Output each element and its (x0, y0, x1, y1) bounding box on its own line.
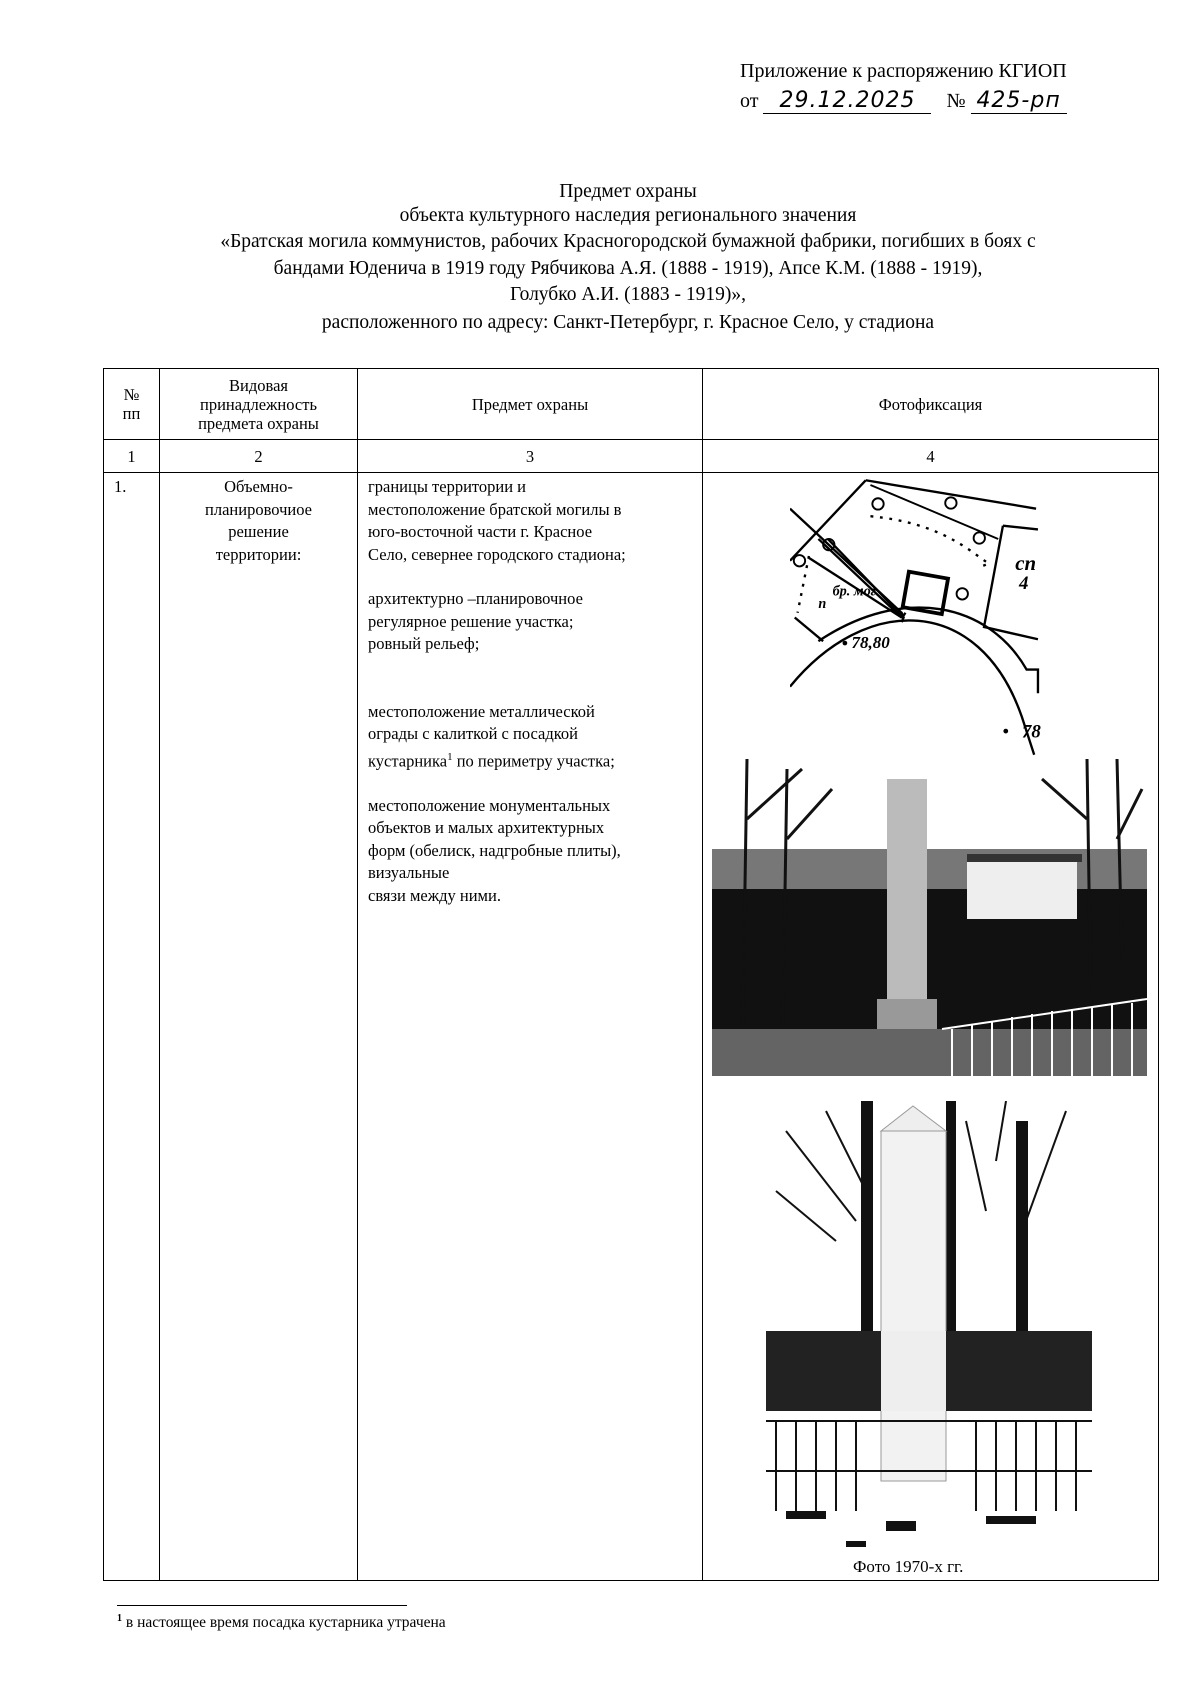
footnote-ref[interactable]: 1 (447, 750, 453, 763)
text-line: местоположение монументальных (368, 795, 611, 815)
text-line: юго-восточной части г. Красное (368, 522, 593, 541)
row-type-line: решение (228, 522, 289, 541)
title-line-1: Предмет охраны (559, 181, 697, 202)
title-line-2: объекта культурного наследия регионального значения (399, 205, 857, 226)
text-line: кустарника (368, 751, 448, 770)
row-type (160, 473, 358, 1581)
row-type-line: планировочиое (205, 499, 312, 519)
column-number: 3 (358, 440, 703, 473)
map-label-plot-number: 4 (1019, 573, 1029, 595)
title-line-5: Голубко А.И. (1883 - 1919)», (510, 284, 746, 305)
map-label-height-1: 78,80 (851, 632, 890, 652)
subject-item-layout (368, 588, 702, 656)
column-number-row (104, 440, 1159, 473)
map-label-grave: бр. мог (832, 583, 876, 600)
column-number: 1 (104, 440, 160, 473)
number-label: № (946, 90, 966, 112)
row-type-line: территории: (215, 544, 302, 564)
map-label-n: п (818, 596, 827, 613)
monument-photo-recent (712, 759, 1147, 1076)
row-subject (358, 473, 703, 1581)
text-line: ровный рельеф; (368, 634, 480, 653)
table-header-row (104, 369, 1159, 440)
footnote-text: в настоящее время посадка кустарника утрачена (125, 1614, 446, 1632)
row-type-line: Объемно- (224, 477, 293, 496)
row-number: 1. (104, 473, 160, 1581)
subject-item-boundaries (368, 476, 702, 566)
column-number: 4 (703, 440, 1159, 473)
text-line: объектов и малых архитектурных (368, 818, 605, 837)
header-photo: Фотофиксация (703, 369, 1159, 440)
header-type-line: предмета охраны (198, 413, 319, 433)
header-type-line: принадлежность (200, 394, 317, 414)
footnote (117, 1613, 446, 1632)
appendix-heading: Приложение к распоряжению КГИОП (740, 60, 1067, 82)
column-number: 2 (160, 440, 358, 473)
footnote-marker: 1 (117, 1613, 122, 1624)
order-date: 29.12.2025 (763, 88, 931, 114)
text-line: форм (обелиск, надгробные плиты), (368, 840, 621, 860)
text-line: Село, севернее городского стадиона; (368, 544, 626, 564)
order-number: 425-рп (971, 88, 1067, 114)
text-line: регулярное решение участка; (368, 611, 574, 631)
text-line: визуальные (368, 863, 450, 882)
header-type-line: Видовая (229, 375, 288, 395)
text-line: по периметру участка; (452, 751, 615, 770)
header-type (160, 369, 358, 440)
title-line-6: расположенного по адресу: Санкт-Петербург, г. Красное Село, у стадиона (321, 312, 935, 333)
map-label-height-2: 78 (1021, 721, 1041, 743)
subject-item-monuments (368, 795, 702, 908)
subject-item-fence (368, 701, 702, 773)
order-reference (740, 88, 1067, 114)
text-line: местоположение братской могилы в (368, 499, 622, 519)
text-line: границы территории и (368, 477, 527, 496)
map-label-plot: сп (1015, 551, 1037, 576)
site-plan-map (790, 475, 1055, 760)
header-subject: Предмет охраны (358, 369, 703, 440)
photo-caption: Фото 1970-х гг. (853, 1557, 964, 1576)
header-number-line: № (123, 385, 140, 404)
text-line: архитектурно –планировочное (368, 589, 583, 608)
text-line: местоположение металлической (368, 701, 595, 721)
title-line-3: «Братская могила коммунистов, рабочих Красногородской бумажной фабрики, погибших в боях с (220, 231, 1036, 252)
monument-photo-1970s (766, 1101, 1092, 1556)
header-number (104, 369, 160, 440)
title-line-4: бандами Юденича в 1919 году Рябчикова А.Я. (1888 - 1919), Апсе К.М. (1888 - 1919), (273, 258, 983, 279)
footnote-separator (117, 1605, 407, 1606)
from-label: от (740, 90, 759, 112)
text-line: ограды с калиткой с посадкой (368, 724, 578, 743)
text-line: связи между ними. (368, 885, 501, 905)
header-number-line: пп (122, 404, 141, 423)
